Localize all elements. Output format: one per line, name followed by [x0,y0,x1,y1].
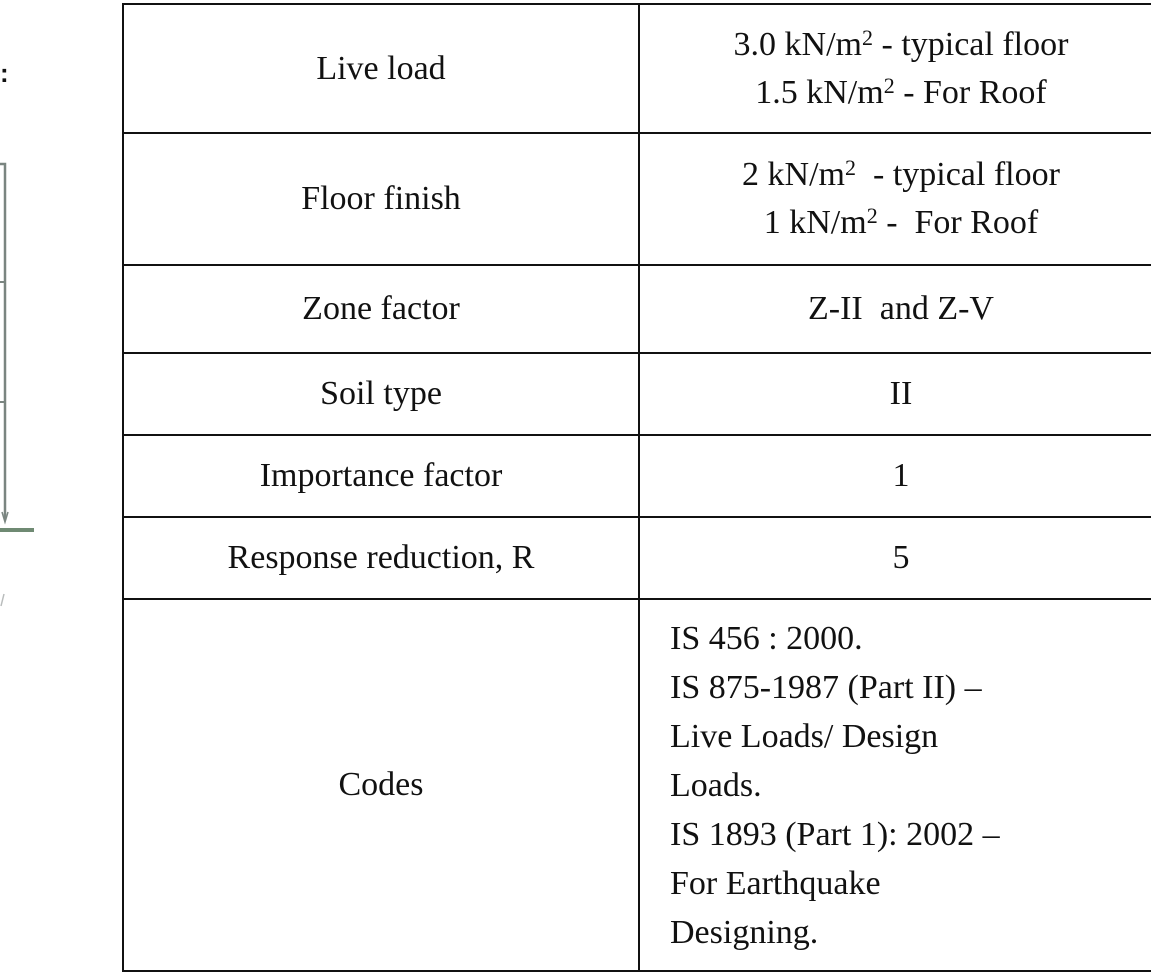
row-value [639,599,1151,971]
row-value [639,4,1151,133]
design-parameters-table [122,3,1151,972]
heading-colon: : [0,58,9,88]
row-value: II [639,353,1151,435]
code-line: For Earthquake [670,864,881,902]
table-row-response-reduction [123,517,1151,599]
building-frame-diagram-icon [0,150,40,610]
row-label: Response reduction, R [123,517,639,599]
value-line: 1.5 $kN/m^2$ - For Roof [755,72,1047,111]
row-label: Floor finish [123,133,639,265]
row-label: Live load [123,4,639,133]
value-line: 2 $kN/m^2$ - typical floor [742,155,1060,193]
table-row-importance-factor [123,435,1151,517]
table-row-floor-finish [123,133,1151,265]
table-row-live-load [123,4,1151,133]
row-label: Importance factor [123,435,639,517]
row-label: Codes [123,599,639,971]
table-row-soil-type [123,353,1151,435]
value-line: 1 $kN/m^2$ - For Roof [763,203,1039,241]
code-line: Live Loads/ Design [670,717,939,755]
row-value: 5 [639,517,1151,599]
row-label: Zone factor [123,265,639,353]
code-line: IS 1893 (Part 1): 2002 – [670,815,1000,853]
code-line: IS 456 : 2000. [670,619,863,657]
row-value: 1 [639,435,1151,517]
table-row-codes [123,599,1151,971]
value-line: 3.0 $kN/m^2$ - typical floor [733,24,1069,63]
code-line: Designing. [670,913,819,951]
table-row-zone-factor [123,265,1151,353]
code-line: IS 875-1987 (Part II) – [670,668,982,706]
row-label: Soil type [123,353,639,435]
row-value [639,133,1151,265]
code-line: Loads. [670,766,762,804]
row-value: Z-II and Z-V [639,265,1151,353]
